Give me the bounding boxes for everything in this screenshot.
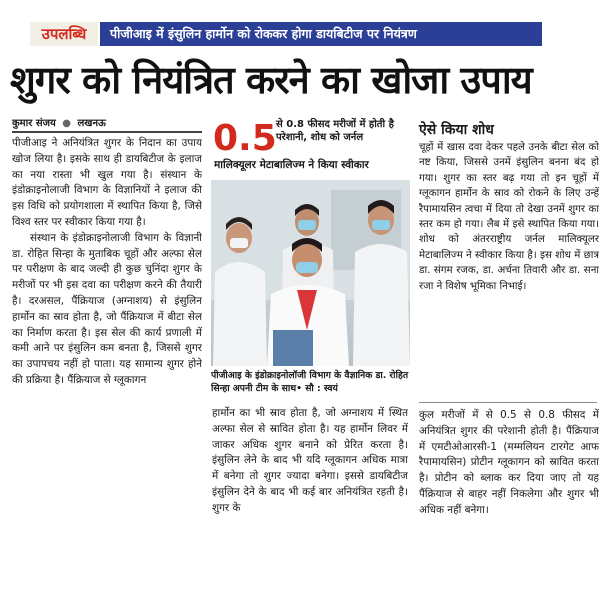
- column-2: हार्मोन का भी स्राव होता है, जो अग्नाशय में स्थित अल्फा सेल से स्रावित होता है। यह हार्मोन लिवर में जाकर अधिक शुगर बनाने को प्रेरित करता है। इंसुलिन लेने के बाद भी यदि ग्लूकागन अधिक मात्रा में बनेगा तो शुगर ज्यादा बनेगा। इससे डायबिटीज इंसुलिन देने के बाद भी कई बार अनियंत्रित रहती है। शुगर के: [212, 407, 408, 514]
- column-3-rule: [419, 402, 597, 403]
- byline-rule: [12, 131, 202, 133]
- highlight-number: 0.5: [213, 118, 277, 159]
- byline: [12, 115, 212, 129]
- byline-author: कुमार संजय: [12, 118, 56, 129]
- column-1: [12, 136, 202, 566]
- column-1-paragraph: पीजीआइ ने अनियंत्रित शुगर के निदान का उपाय खोज लिया है। इसके साथ ही डायबिटीज के इलाज का नया रास्ता भी खुल गया है। संस्थान के इंडोक्राइनोलाजी विभाग के विज्ञानियों ने इलाज की इस विधि को प्रयोगशाला में स्थापित किया है, जिसे विश्व स्तर पर स्वीकार किया गया है।: [12, 137, 202, 228]
- highlight-text: से 0.8 फीसद मरीजों में होती है परेशानी, शोध को जर्नल: [276, 119, 394, 143]
- column-1-paragraph: संस्थान के इंडोक्राइनोलाजी विभाग के विज्ञानी डा. रोहित सिन्हा के मुताबिक चूहों और अल्फा सेल पर परीक्षण के बाद जल्दी ही कुछ चुनिंदा शुगर के मरीजों पर भी इस दवा का परीक्षण करने की तैयारी है। दरअसल, पैंक्रियाज (अग्नाशय) से इंसुलिन हार्मोन का स्राव होता है, जो पैंक्रियाज में बीटा सेल का निर्माण करता है। इस सेल की कार्य प्रणाली में कमी आने पर इंसुलिन कम बनता है, जिससे शुगर का उपापचय नहीं हो पाता। यह सामान्य शुगर होने की प्रक्रिया है। पैंक्रियाज से ग्लूकागन: [12, 231, 202, 386]
- photo-caption: पीजीआइ के इंडोक्राइनोलॉजी विभाग के वैज्ञानिक डा. रोहित सिन्हा अपनी टीम के साथ• सौ : स्वयं: [211, 370, 409, 394]
- research-box-text: चूहों में खास दवा देकर पहले उनके बीटा सेल को नष्ट किया, जिससे उनमें इंसुलिन बनना बंद हो गया। शुगर का स्तर बढ़ गया तो इन चूहों में ग्लूकागन हार्मोन के स्राव को रोकने के लिए उन्हें रैपामायसिन त्वचा में दिया तो देखा उनमें शुगर का स्तर कम हो गया। लैब में इसे स्थापित किया गया। शोध को अंतरराष्ट्रीय जर्नल मालिक्यूलर मेटाबालिज्म ने स्वीकार किया है। इस शोध में छात्र डा. संगम रजक, डा. अर्चना तिवारी और डा. सना रजा ने विशेष भूमिका निभाई।: [419, 142, 599, 292]
- byline-bullet-icon: ●: [62, 118, 72, 129]
- team-photo-illustration: [211, 180, 410, 366]
- section-title: ऐसे किया शोध: [419, 122, 494, 138]
- main-headline: शुगर को नियंत्रित करने का खोजा उपाय: [10, 58, 532, 102]
- team-photo: [211, 180, 410, 366]
- kicker-tag: उपलब्धि: [30, 22, 98, 46]
- kicker-headline: पीजीआइ में इंसुलिन हार्मोन को रोककर होगा डायबिटीज पर नियंत्रण: [100, 22, 542, 46]
- byline-place: लखनऊ: [77, 118, 106, 129]
- column-3-continuation: कुल मरीजों में से 0.5 से 0.8 फीसद में अनियंत्रित शुगर की परेशानी होती है। पैंक्रियाज में एमटीओआरसी-1 (मम्मलियन टारगेट आफ रैपामायसिन) प्रोटीन ग्लूकागन को स्रावित करता है। प्रोटीन को ब्लाक कर दिया जाए तो यह पैंक्रियाज से बाहर नहीं निकलेगा और शुगर भी अधिक नहीं बनेगा।: [419, 409, 599, 516]
- photo-subhead: मालिक्यूलर मेटाबालिज्म ने किया स्वीकार: [214, 159, 369, 171]
